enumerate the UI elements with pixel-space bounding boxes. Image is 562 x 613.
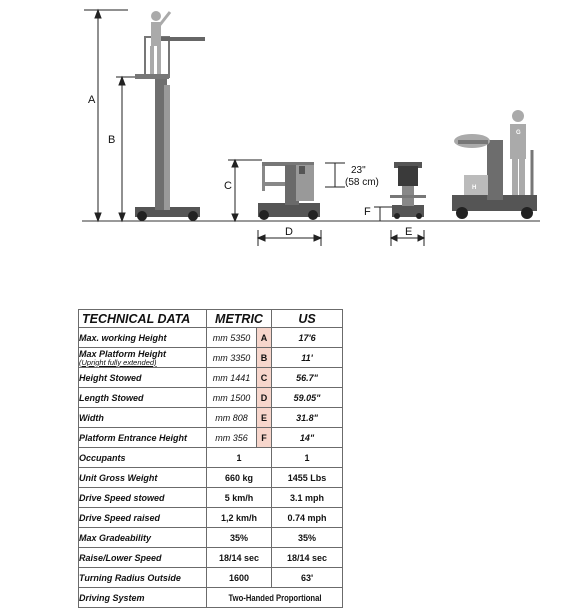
param-label: Max Platform Height	[79, 348, 167, 359]
us-value: 17'6	[272, 328, 343, 348]
dimension-b-line	[116, 77, 160, 221]
part-label-i: I	[469, 129, 471, 135]
metric-unit: mm	[215, 412, 231, 423]
dimension-diagram	[0, 0, 562, 260]
param-label: Drive Speed stowed	[79, 488, 207, 508]
metric-unit: mm	[212, 372, 228, 383]
metric-value: 1	[207, 448, 272, 468]
param-label: Turning Radius Outside	[79, 568, 207, 588]
table-row	[79, 388, 343, 408]
us-value: 31.8"	[272, 408, 343, 428]
lift-loaded-drawing	[452, 110, 537, 219]
dimension-letter: A	[257, 328, 272, 348]
header-us: US	[272, 310, 343, 328]
table-row	[79, 488, 343, 508]
us-value: 59.05"	[272, 388, 343, 408]
metric-value: 1600	[207, 568, 272, 588]
metric-unit: mm	[212, 332, 228, 343]
param-label: Max. working Height	[79, 328, 207, 348]
dimension-letter: D	[257, 388, 272, 408]
metric-value: 1,2 km/h	[207, 508, 272, 528]
us-value: 35%	[272, 528, 343, 548]
merged-value: Two-Handed Proportional	[217, 588, 333, 608]
us-value: 63'	[272, 568, 343, 588]
table-row	[79, 428, 343, 448]
metric-unit: mm	[215, 432, 231, 443]
param-label: Occupants	[79, 448, 207, 468]
metric-cell	[207, 348, 257, 368]
dimension-letter: B	[257, 348, 272, 368]
metric-cell	[207, 368, 257, 388]
us-value: 1455 Lbs	[272, 468, 343, 488]
table-row	[79, 588, 343, 608]
param-sublabel: (Upright fully extended)	[79, 357, 157, 367]
param-label: Platform Entrance Height	[79, 428, 207, 448]
table-row	[79, 408, 343, 428]
lift-raised-drawing	[135, 11, 205, 221]
metric-value: 356	[232, 432, 248, 443]
table-row	[79, 348, 343, 368]
us-value: 11'	[272, 348, 343, 368]
metric-cell	[207, 428, 257, 448]
param-label: Length Stowed	[79, 388, 207, 408]
metric-value: 1500	[230, 392, 251, 403]
metric-value: 1441	[230, 372, 251, 383]
us-value: 1	[272, 448, 343, 468]
metric-unit: mm	[212, 392, 228, 403]
metric-cell	[207, 388, 257, 408]
param-label: Height Stowed	[79, 368, 207, 388]
dimension-letter-a: A	[88, 94, 96, 106]
dimension-letter-e: E	[405, 226, 413, 238]
metric-value: 5350	[230, 332, 251, 343]
dimension-letter-c: C	[224, 180, 232, 192]
metric-value: 808	[232, 412, 248, 423]
note-inches: 23"	[351, 165, 366, 176]
note-bracket	[325, 163, 345, 187]
dimension-letter-f: F	[364, 206, 371, 218]
param-label: Drive Speed raised	[79, 508, 207, 528]
us-value: 18/14 sec	[272, 548, 343, 568]
us-value: 14"	[272, 428, 343, 448]
machine-drawings	[0, 0, 562, 260]
dimension-letter: C	[257, 368, 272, 388]
dimension-letter: E	[257, 408, 272, 428]
header-metric: METRIC	[207, 310, 272, 328]
us-value: 56.7"	[272, 368, 343, 388]
dimension-f-line	[374, 207, 392, 221]
table-row	[79, 508, 343, 528]
table-row	[79, 368, 343, 388]
header-technical-data: TECHNICAL DATA	[79, 310, 207, 328]
table-header-row	[79, 310, 343, 328]
param-label: Width	[79, 408, 207, 428]
metric-unit: mm	[212, 352, 228, 363]
dimension-letter: F	[257, 428, 272, 448]
metric-value: 660 kg	[207, 468, 272, 488]
part-label-h: H	[472, 185, 477, 191]
param-label: Driving System	[79, 588, 207, 608]
metric-value: 35%	[207, 528, 272, 548]
metric-cell	[207, 408, 257, 428]
table-row	[79, 448, 343, 468]
param-label: Unit Gross Weight	[79, 468, 207, 488]
metric-value: 3350	[230, 352, 251, 363]
lift-stowed-side-drawing	[258, 162, 320, 220]
part-label-g: G	[516, 130, 521, 136]
table-row	[79, 568, 343, 588]
dimension-letter-d: D	[285, 226, 293, 238]
param-label: Max Gradeability	[79, 528, 207, 548]
us-value: 3.1 mph	[272, 488, 343, 508]
dimension-letter-b: B	[108, 134, 116, 146]
dimension-a-line	[84, 10, 128, 221]
param-label: Raise/Lower Speed	[79, 548, 207, 568]
note-centimeters: (58 cm)	[345, 177, 379, 188]
us-value: 0.74 mph	[272, 508, 343, 528]
technical-data-table	[78, 309, 343, 608]
table-row	[79, 328, 343, 348]
metric-value: 5 km/h	[207, 488, 272, 508]
table-row	[79, 528, 343, 548]
table-row	[79, 468, 343, 488]
dimension-c-line	[228, 160, 262, 221]
metric-cell	[207, 328, 257, 348]
lift-front-drawing	[390, 162, 426, 219]
param-label-cell	[79, 348, 207, 368]
metric-value: 18/14 sec	[207, 548, 272, 568]
table-row	[79, 548, 343, 568]
